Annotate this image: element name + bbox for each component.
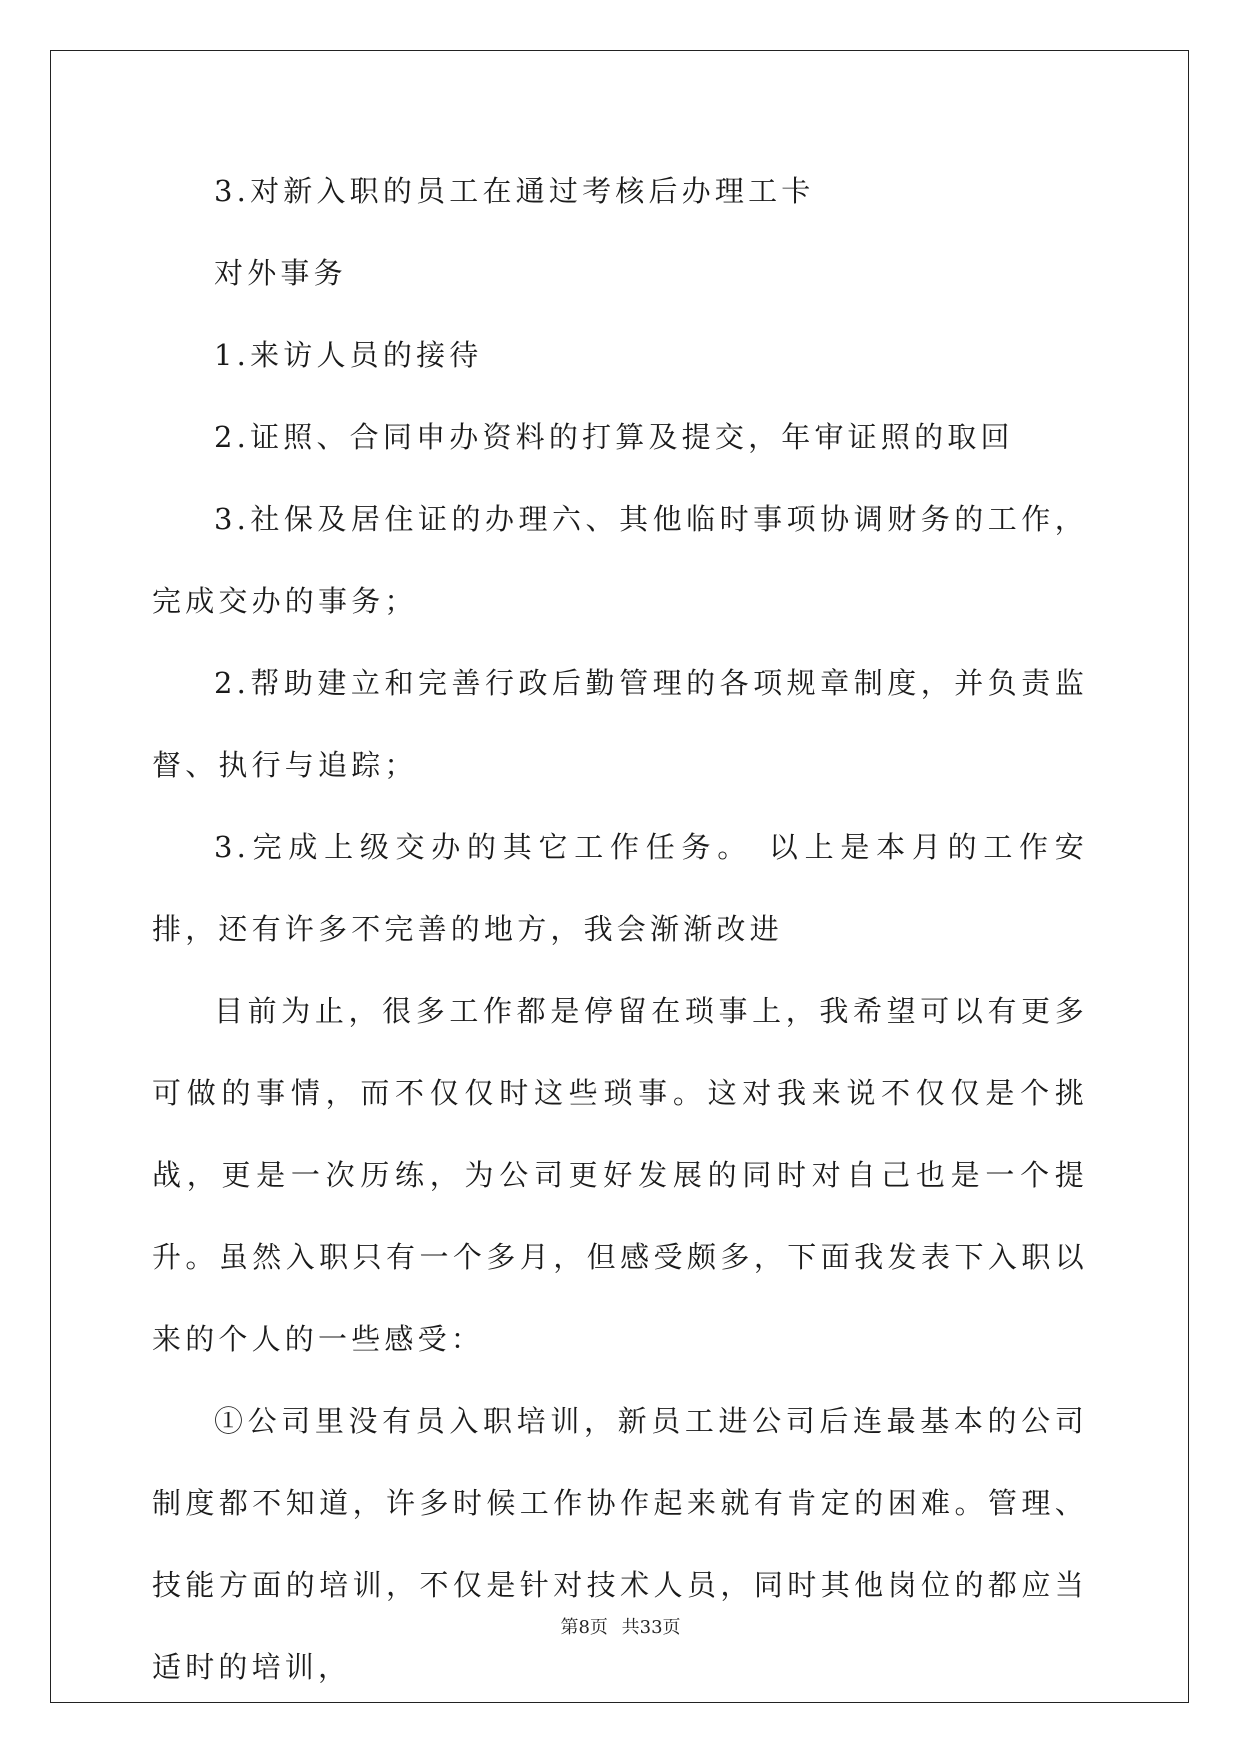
- paragraph-7: 3.完成上级交办的其它工作任务。 以上是本月的工作安排，还有许多不完善的地方，我会渐渐改进: [152, 830, 1088, 946]
- paragraph-2: 对外事务: [214, 256, 347, 290]
- page-footer: [0, 1613, 1241, 1639]
- paragraph-3: 1.来访人员的接待: [214, 338, 483, 372]
- paragraph-5: 3.社保及居住证的办理六、其他临时事项协调财务的工作，完成交办的事务；: [152, 502, 1088, 618]
- document-body: [152, 150, 1088, 1708]
- paragraph-1: 3.对新入职的员工在通过考核后办理工卡: [214, 174, 815, 208]
- page-total: 共33页: [621, 1617, 681, 1638]
- page-number: 第8页: [560, 1617, 608, 1638]
- paragraph-6: 2.帮助建立和完善行政后勤管理的各项规章制度，并负责监督、执行与追踪；: [152, 666, 1088, 782]
- paragraph-4: 2.证照、合同申办资料的打算及提交，年审证照的取回: [214, 420, 1014, 454]
- paragraph-9: ①公司里没有员入职培训，新员工进公司后连最基本的公司制度都不知道，许多时候工作协作起来就有肯定的困难。管理、技能方面的培训，不仅是针对技术人员，同时其他岗位的都应当适时的培训，: [152, 1404, 1088, 1684]
- paragraph-8: 目前为止，很多工作都是停留在琐事上，我希望可以有更多可做的事情，而不仅仅时这些琐事。这对我来说不仅仅是个挑战，更是一次历练，为公司更好发展的同时对自己也是一个提升。虽然入职只有一个多月，但感受颇多，下面我发表下入职以来的个人的一些感受：: [152, 994, 1088, 1356]
